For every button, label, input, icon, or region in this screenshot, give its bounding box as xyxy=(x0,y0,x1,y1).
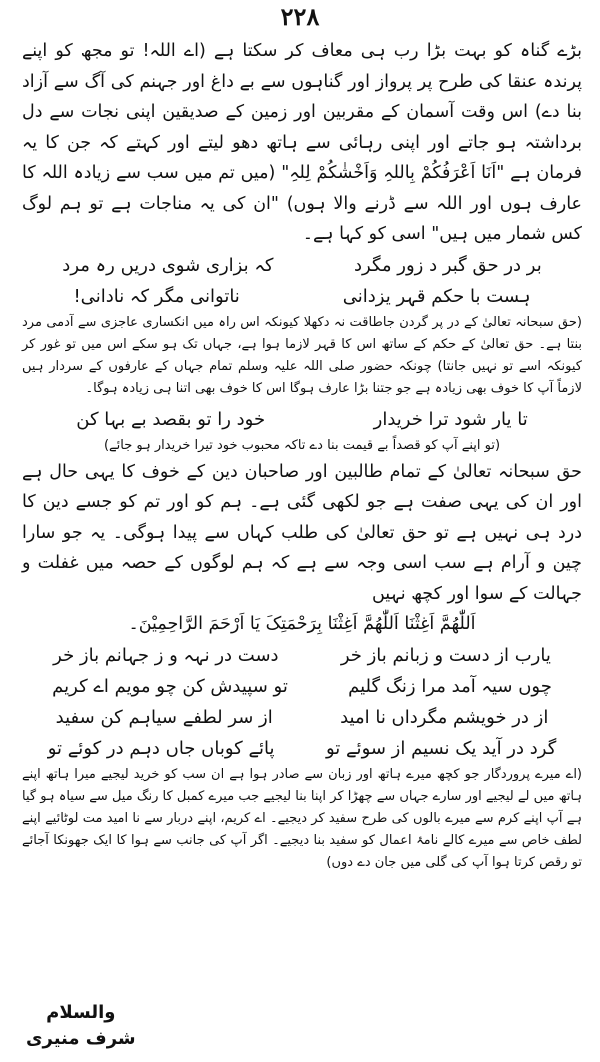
verse-line xyxy=(22,250,582,281)
verse-line xyxy=(22,281,582,312)
verse-hemistich: یارب از دست و زبانم باز خر xyxy=(340,644,551,666)
verse-hemistich: دست در نہہ و ز جہانم باز خر xyxy=(53,644,279,666)
verse-hemistich: تو سپیدش کن چو مویم اے کریم xyxy=(52,675,288,697)
dua-line: اَللّٰھُمَّ اَغِثْنَا اَللّٰھُمَّ اَغِثْنَا بِرَحْمَتِکَ یَا اَرْحَمَ الرَّاحِمِیْنَ۔ xyxy=(128,614,476,634)
page-body xyxy=(22,36,582,874)
verse-hemistich: گرد در آید یک نسیم از سوئے تو xyxy=(325,737,557,759)
verse-hemistich: از در خویشم مگرداں نا امید xyxy=(340,706,549,728)
verse-line xyxy=(22,733,582,764)
closing-salutation: والسلام xyxy=(46,1002,116,1023)
verse-hemistich: ناتوانی مگر کہ نادانی! xyxy=(73,285,240,307)
verse-hemistich: خود را تو بقصد بے بہا کن xyxy=(76,408,266,430)
paragraph-1: بڑے گناہ کو بہت بڑا رب ہی معاف کر سکتا ہے (اے اللہ! تو مجھ کو اپنے پرندہ عنقا کی طرح پر پرواز اور گناہوں سے بے داغ اور جہنم کی آگ سے آزاد بنا دے) اس وقت آسمان کے مقربین اور زمین کے صدیقین اپنی نجات سے دل برداشتہ ہو جاتے اور اپنی رہائی سے ہاتھ دھو لیتے اور کہتے کہ جن کا یہ فرمان ہے "اَنَا اَعْرَفُکُمْ بِاللہِ وَاَخْشٰکُمْ لِلہِ" (میں تم میں سب سے زیادہ اللہ کا عارف ہوں اور اللہ سے ڈرنے والا ہوں) "ان کی یہ مناجات ہے تو ہم لوگ کس شمار میں ہیں" اسی کو کہا ہے۔ xyxy=(22,41,582,244)
verse-block-3 xyxy=(22,640,582,764)
verse-hemistich: بر در حق گبر د زور مگرد xyxy=(354,254,542,276)
verse-line xyxy=(22,702,582,733)
verse-hemistich: کہ بزاری شوی دریں رہ مرد xyxy=(62,254,274,276)
verse-hemistich: چوں سیہ آمد مرا زنگ گلیم xyxy=(348,675,552,697)
translation-note-2: (تو اپنے آپ کو قصداً بے قیمت بنا دے تاکہ محبوب خود تیرا خریدار ہو جائے) xyxy=(103,437,501,453)
verse-hemistich: تا یار شود ترا خریدار xyxy=(373,408,528,430)
signature-block xyxy=(26,1000,136,1052)
translation-note-3: (اے میرے پروردگار جو کچھ میرے ہاتھ اور زبان سے صادر ہوا ہے ان سب کو خرید لیجیے میرا ہاتھ اپنے ہاتھ میں لے لیجیے اور سارے جہاں سے چھڑا کر اپنا بنا لیجیے جب میرے کمبل کا رنگ میل سے سیاہ ہو گیا ہے آپ اپنے کرم سے میرے بالوں کی طرح سفید کر دیجیے۔ اے کریم، اپنے دربار سے نا امید مت لوٹائیے اپنے لطف خاص سے میرے کالے نامۂ اعمال کو سفید بنا دیجیے۔ اگر آپ کی جانب سے ہوا کا ایک جھونکا آجائے تو رقص کرتا ہوا آپ کی گلی میں جان دے دوں) xyxy=(22,766,582,870)
translation-note-1: (حق سبحانہ تعالیٰ کے در پر گردن جاطاقت نہ دکھلا کیونکہ اس راہ میں انکساری عاجزی سے آدمی مرد بنتا ہے۔ حق تعالیٰ کے حکم کے ساتھ اس کا قہر لازما ہوا ہے، جہاں تک ہو سکے اس میں تو غور کر کیونکہ اسے تو نہیں جانتا) چونکہ حضور صلی اللہ علیہ وسلم تمام جہاں کے عارفوں کے سردار ہیں لازماً آپ کا خوف بھی زیادہ ہے جو جتنا بڑا عارف ہوگا اس کا خوف بھی اتنا ہی زیادہ ہوگا۔ xyxy=(22,314,582,396)
verse-hemistich: ہست با حکم قہر یزدانی xyxy=(342,285,531,307)
author-name: شرف منیری xyxy=(26,1028,136,1049)
paragraph-2: حق سبحانہ تعالیٰ کے تمام طالبین اور صاحبان دین کے خوف کا یہی حال ہے اور ان کی یہی صفت ہے جو لکھی گئی ہے۔ ہم کو اور تم کو جسے دین کا درد ہی نہیں ہے تو حق تعالیٰ کی طلب کہاں سے پیدا ہوگی۔ یہ جو سارا چین و آرام ہے سب اسی وجہ سے ہے کہ ہم لوگوں کے حصہ میں غفلت و جہالت کے سوا اور کچھ نہیں xyxy=(22,461,582,604)
verse-hemistich: از سر لطفے سیاہم کن سفید xyxy=(55,706,273,728)
verse-line xyxy=(22,671,582,702)
verse-line xyxy=(22,404,582,435)
verse-block-1 xyxy=(22,250,582,312)
verse-line xyxy=(22,640,582,671)
verse-block-2 xyxy=(22,404,582,435)
verse-hemistich: پائے کوباں جاں دہم در کوئے تو xyxy=(47,737,275,759)
page-number: ۲۲۸ xyxy=(280,2,320,31)
